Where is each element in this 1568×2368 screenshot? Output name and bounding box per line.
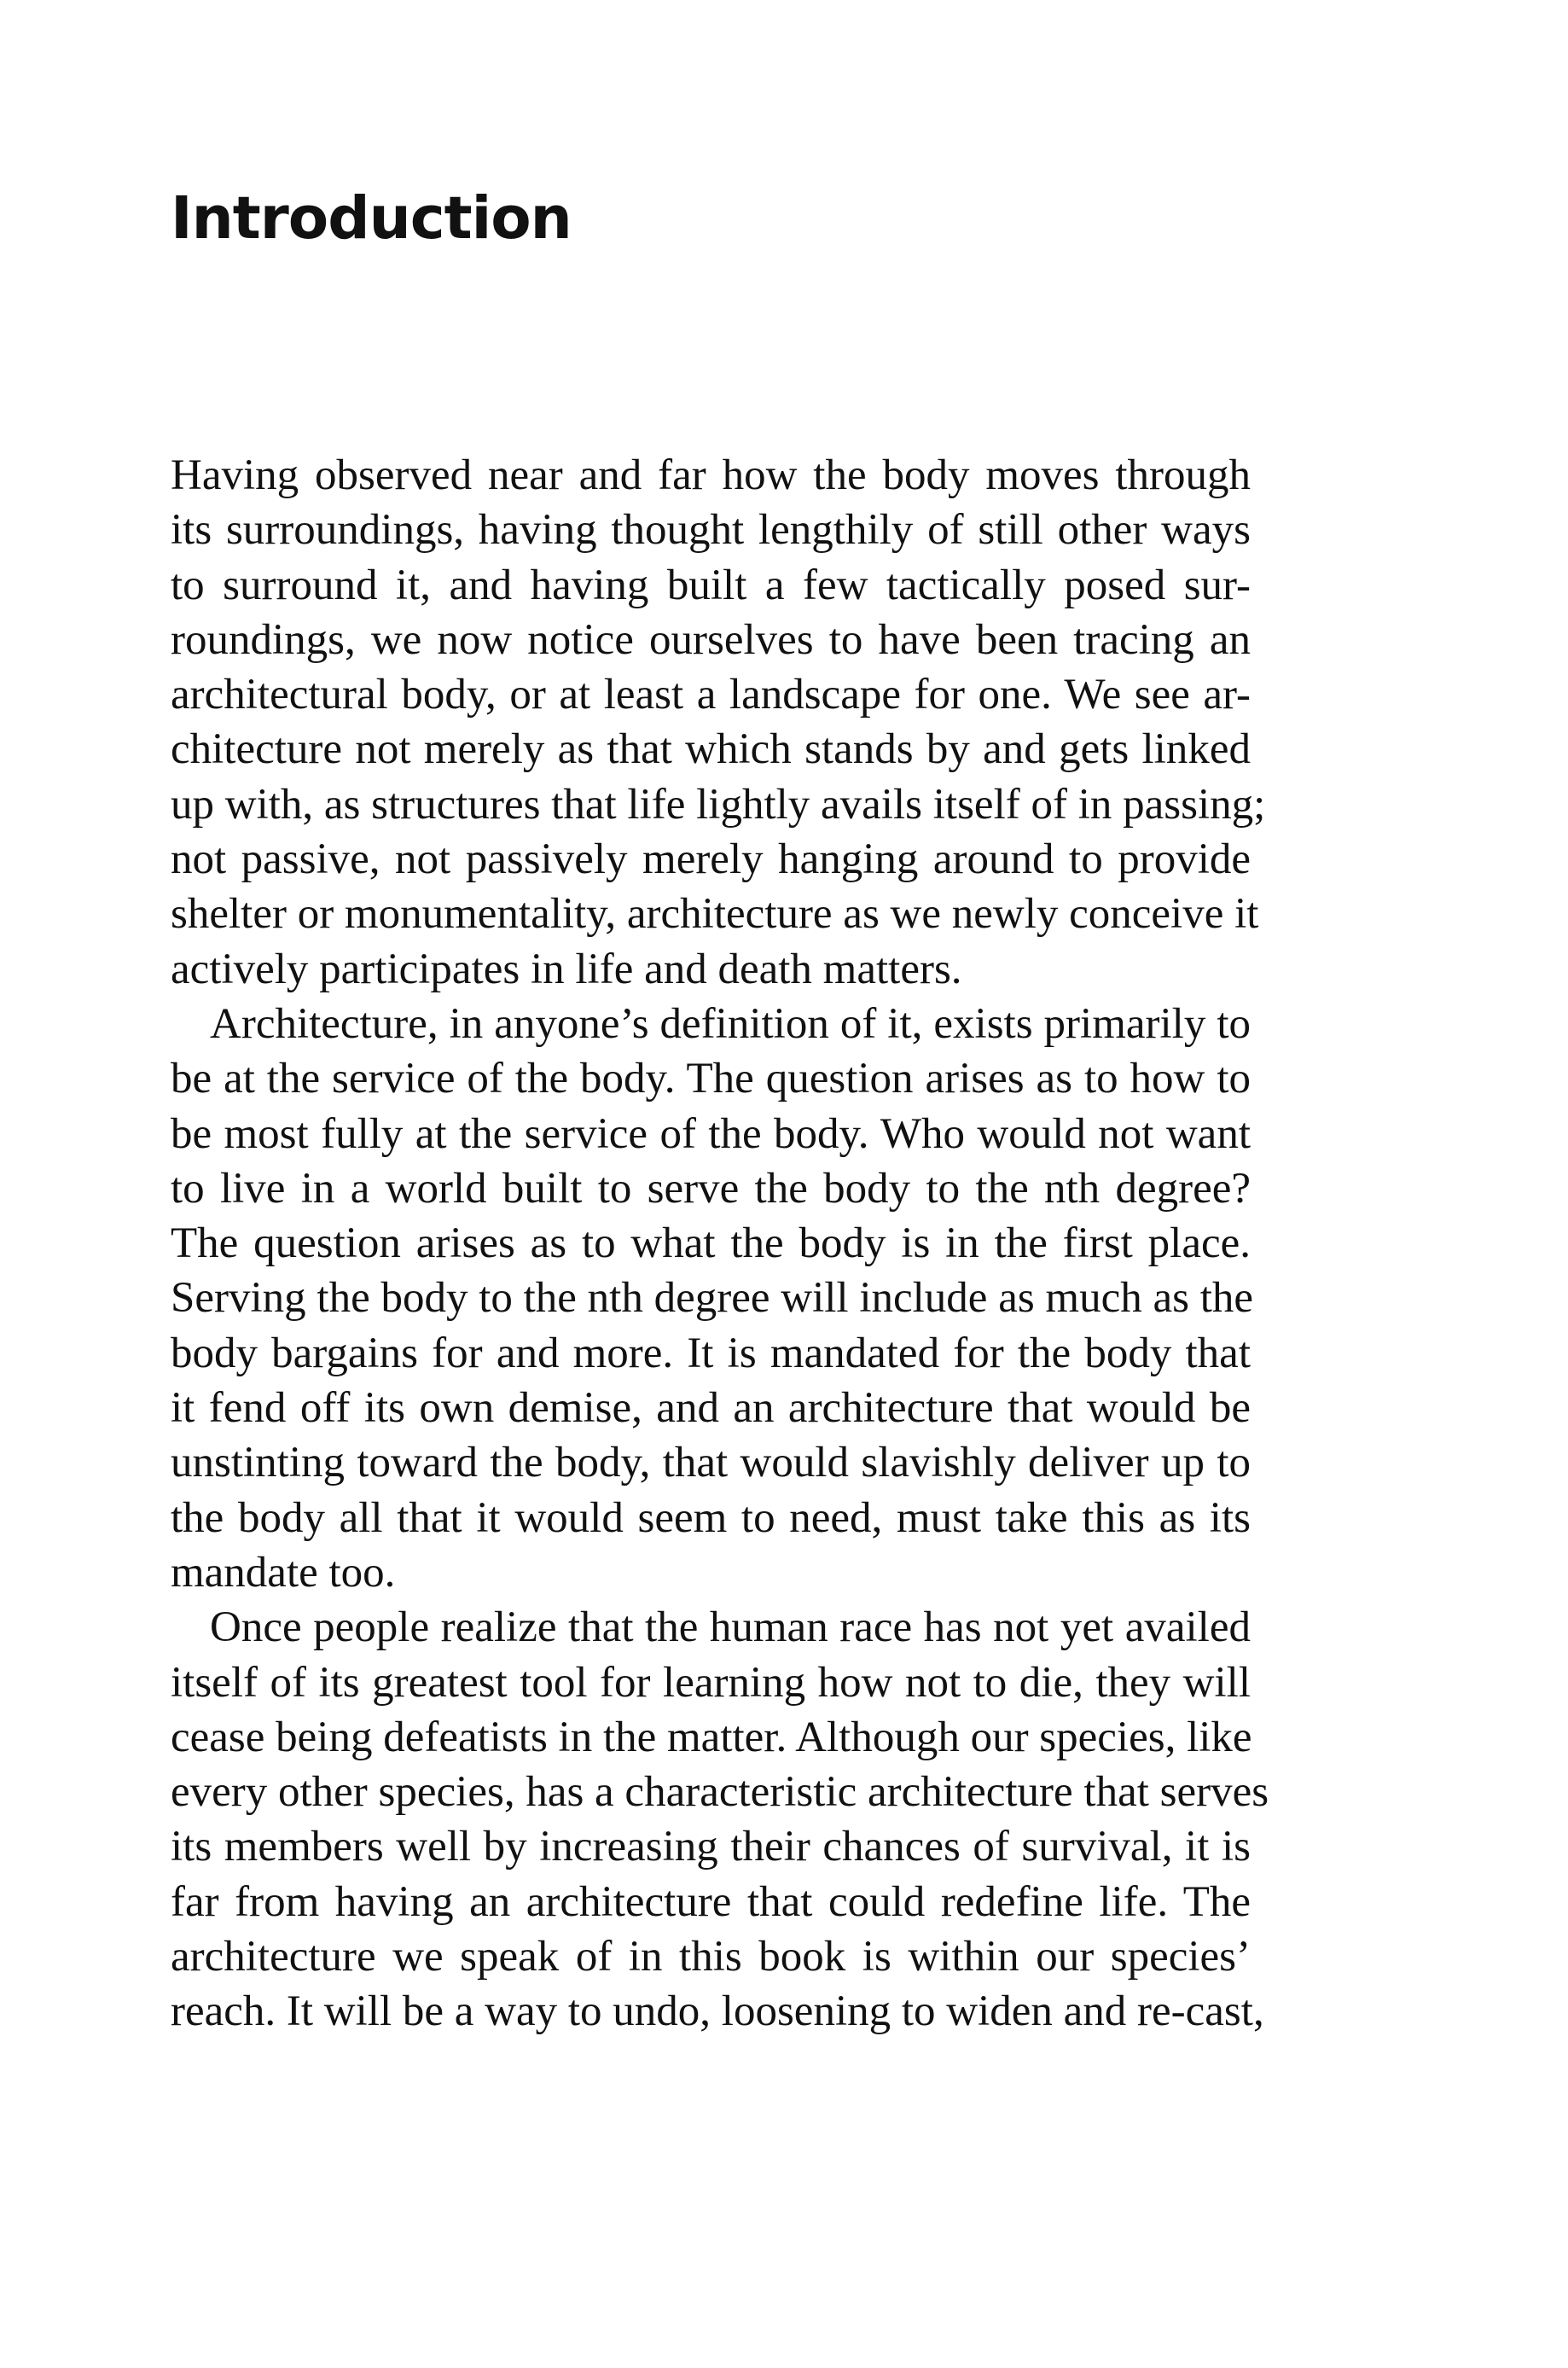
- body-text: [171, 448, 1269, 2039]
- text-line: roundings, we now notice ourselves to have been tracing an: [171, 615, 1251, 664]
- text-line: be at the service of the body. The question arises as to how to: [171, 1055, 1251, 1103]
- paragraph-1: [171, 448, 1266, 997]
- text-line: cease being defeatists in the matter. Although our species, like: [171, 1713, 1252, 1761]
- text-line: reach. It will be a way to undo, loosening to widen and re-cast,: [171, 1987, 1264, 2036]
- text-line: its members well by increasing their chances of survival, it is: [171, 1823, 1251, 1871]
- text-line: shelter or monumentality, architecture as we newly conceive it: [171, 890, 1259, 939]
- text-line: far from having an architecture that could redefine life. The: [171, 1877, 1251, 1926]
- text-line: its surroundings, having thought lengthily of still other ways: [171, 506, 1251, 555]
- text-line: not passive, not passively merely hanging around to provide: [171, 835, 1251, 884]
- paragraph-3: [171, 1600, 1269, 2039]
- text-line: Having observed near and far how the body moves through: [171, 451, 1251, 499]
- text-line: mandate too.: [171, 1548, 396, 1597]
- text-line: Architecture, in anyone’s definition of it, exists primarily to: [210, 999, 1251, 1048]
- text-line: body bargains for and more. It is mandated for the body that: [171, 1329, 1251, 1377]
- paragraph-2: [171, 997, 1254, 1600]
- text-line: Serving the body to the nth degree will include as much as the: [171, 1274, 1254, 1323]
- text-line: Once people realize that the human race has not yet availed: [210, 1603, 1251, 1652]
- text-line: every other species, has a characteristic architecture that serves: [171, 1768, 1269, 1817]
- text-line: it fend off its own demise, and an architecture that would be: [171, 1384, 1251, 1433]
- text-line: up with, as structures that life lightly avails itself of in passing;: [171, 780, 1266, 829]
- text-line: chitecture not merely as that which stands by and gets linked: [171, 725, 1251, 774]
- text-line: be most fully at the service of the body. Who would not want: [171, 1109, 1251, 1158]
- text-line: unstinting toward the body, that would slavishly deliver up to: [171, 1439, 1251, 1487]
- text-line: architectural body, or at least a landscape for one. We see ar-: [171, 671, 1251, 719]
- text-line: The question arises as to what the body is in the first place.: [171, 1219, 1251, 1268]
- text-line: to surround it, and having built a few tactically posed sur-: [171, 561, 1251, 609]
- text-line: actively participates in life and death matters.: [171, 945, 962, 993]
- text-line: architecture we speak of in this book is within our species’: [171, 1933, 1251, 1981]
- text-line: itself of its greatest tool for learning how not to die, they will: [171, 1658, 1251, 1707]
- text-line: the body all that it would seem to need, must take this as its: [171, 1493, 1251, 1542]
- chapter-title: Introduction: [171, 184, 572, 253]
- text-line: to live in a world built to serve the body to the nth degree?: [171, 1164, 1251, 1213]
